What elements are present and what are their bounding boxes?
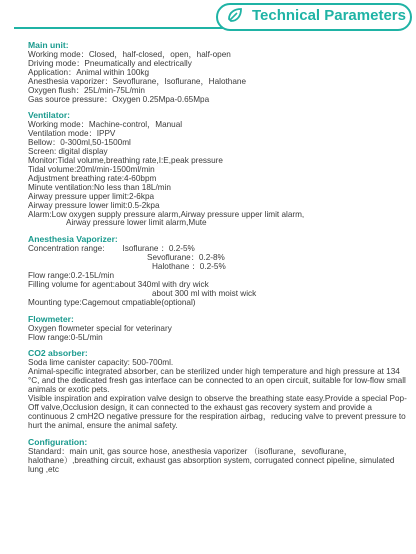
spec-line: Filling volume for agent:about 340ml with dry wick (28, 279, 209, 289)
spec-line: Tidal volume:20ml/min-1500ml/min (28, 164, 155, 174)
section-co2-absorber (28, 348, 408, 430)
spec-line: Anesthesia vaporizer：Sevoflurane，Isoflurane，Halothane (28, 76, 247, 86)
section-title-main-unit: Main unit: (28, 40, 69, 50)
section-flowmeter (28, 314, 408, 343)
spec-line: Minute ventilation:No less than 18L/min (28, 182, 171, 192)
conc-isoflurane: Isoflurane ：0.2-5% (122, 244, 195, 254)
section-title-vaporizer: Anesthesia Vaporizer: (28, 234, 118, 245)
spec-content (28, 40, 408, 480)
spec-line: Airway pressure upper limit:2-6kpa (28, 191, 155, 201)
section-title-ventilator: Ventilator: (28, 110, 71, 121)
spec-paragraph: Visible inspiration and expiration valve design to observe the breathing state easy.Provide a special Pop-Off valve,Occlusion design, it can connected to the exhaust gas recovery system and provide a continuous 2 cmH2O negative pressure for the respiration airbag，reducing valve to prevent pressure to hurt the animal, ensure the animal safety. (28, 394, 407, 430)
spec-line: Application：Animal within 100kg (28, 67, 150, 77)
section-ventilator (28, 110, 408, 228)
spec-paragraph: Animal-specific integrated absorber, can be sterilized under high temperature and high pressure at 134 °C, and the dedicated fresh gas interface can be connected to an open circuit, suitable for low-flow small animals or exotic pets. (28, 367, 406, 395)
conc-sevoflurane: Sevoflurane：0.2-8% (147, 253, 225, 263)
conc-label: Concentration range: (28, 244, 105, 254)
section-title-configuration: Configuration: (28, 436, 88, 447)
spec-paragraph: Soda lime canister capacity: 500-700ml. (28, 358, 174, 368)
spec-line: Ventilation mode：IPPV (28, 129, 116, 139)
section-main-unit (28, 40, 408, 104)
spec-line: Adjustment breathing rate:4-60bpm (28, 173, 157, 183)
spec-line: Bellow：0-300ml,50-1500ml (28, 138, 131, 148)
leaf-arrow-icon (226, 6, 244, 24)
spec-line: Driving mode：Pneumatically and electrically (28, 58, 192, 68)
section-vaporizer (28, 234, 408, 307)
header-divider (14, 27, 224, 29)
spec-line: Screen: digital display (28, 147, 108, 157)
page-title: Technical Parameters (252, 7, 406, 24)
spec-line: Working mode：Machine-control，Manual (28, 120, 183, 130)
spec-paragraph: Standard：main unit, gas source hose, anesthesia vaporizer （isoflurane，sevoflurane，halothane）,breathing circuit, exhaust gas absorption system, corrugated connect pipeline, simulated lung ,etc (28, 446, 395, 474)
spec-line: Alarm:Low oxygen supply pressure alarm,Airway pressure upper limit alarm, (28, 209, 305, 219)
spec-line: Airway pressure lower limit:0.5-2kpa (28, 200, 160, 210)
conc-halothane: Halothane ：0.2-5% (152, 262, 226, 272)
section-title-co2: CO2 absorber: (28, 348, 88, 359)
spec-line: Gas source pressure：Oxygen 0.25Mpa-0.65Mpa (28, 94, 210, 104)
spec-line: Airway pressure lower limit alarm,Mute (66, 218, 207, 228)
spec-line: Flow range:0.2-15L/min (28, 271, 115, 281)
spec-line: Flow range:0-5L/min (28, 332, 103, 342)
section-title-flowmeter: Flowmeter: (28, 313, 74, 324)
spec-line: Mounting type:Cagemout cmpatiable(optional) (28, 297, 196, 307)
spec-line: Oxygen flowmeter special for veterinary (28, 323, 172, 333)
spec-line: Working mode：Closed，half-closed，open，half-open (28, 50, 231, 59)
spec-line: Monitor:Tidal volume,breathing rate,I:E,peak pressure (28, 156, 223, 166)
section-configuration (28, 437, 408, 475)
spec-line: Oxygen flush：25L/min-75L/min (28, 85, 145, 95)
spec-line: about 300 ml with moist wick (152, 288, 257, 298)
header-banner (0, 0, 416, 34)
